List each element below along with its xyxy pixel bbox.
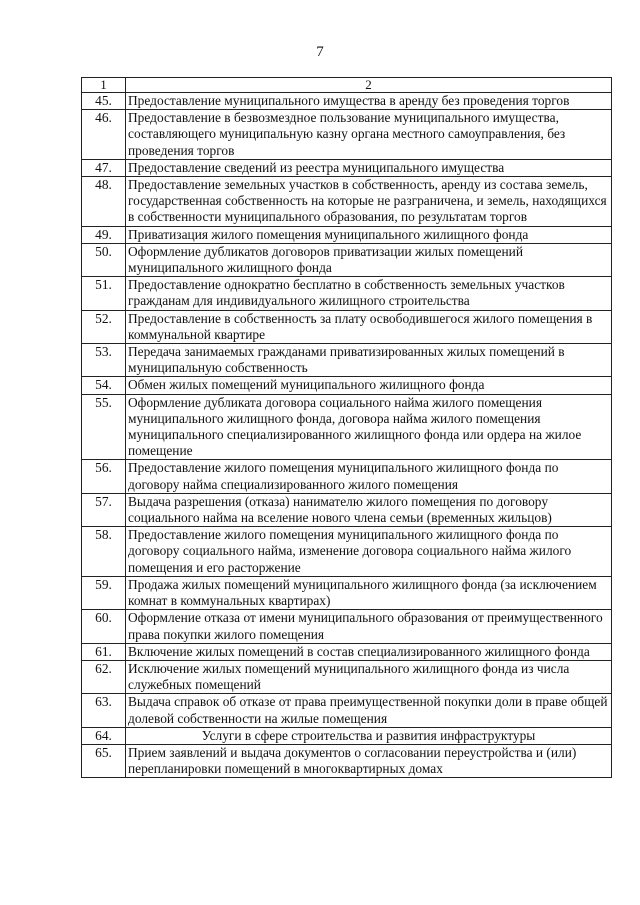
- row-number: 61.: [82, 643, 126, 660]
- row-number: 63.: [82, 694, 126, 727]
- table-section-row: [82, 727, 612, 744]
- row-number: 59.: [82, 576, 126, 609]
- table-row: [82, 610, 612, 643]
- table-row: [82, 527, 612, 577]
- table-row: [82, 243, 612, 276]
- table-row: [82, 576, 612, 609]
- row-number: 52.: [82, 310, 126, 343]
- service-description: Продажа жилых помещений муниципального жилищного фонда (за исключением комнат в коммунальных квартирах): [126, 576, 612, 609]
- table-header-row: [82, 78, 612, 93]
- row-number: 62.: [82, 660, 126, 693]
- row-number: 50.: [82, 243, 126, 276]
- service-description: Оформление дубликата договора социального найма жилого помещения муниципального жилищного фонда, договора найма жилого помещения муниципального специализированного жилищного фонда или ордера на жилое помещение: [126, 394, 612, 460]
- row-number: 49.: [82, 226, 126, 243]
- service-description: Предоставление жилого помещения муниципального жилищного фонда по договору найма специализированного жилого помещения: [126, 460, 612, 493]
- row-number: 46.: [82, 110, 126, 160]
- service-description: Предоставление сведений из реестра муниципального имущества: [126, 159, 612, 176]
- row-number: 56.: [82, 460, 126, 493]
- row-number: 47.: [82, 159, 126, 176]
- service-description: Предоставление муниципального имущества в аренду без проведения торгов: [126, 93, 612, 110]
- services-table: [81, 77, 612, 778]
- table-row: [82, 310, 612, 343]
- row-number: 45.: [82, 93, 126, 110]
- table-row: [82, 643, 612, 660]
- service-description: Обмен жилых помещений муниципального жилищного фонда: [126, 377, 612, 394]
- table-row: [82, 694, 612, 727]
- table-row: [82, 377, 612, 394]
- section-title: Услуги в сфере строительства и развития инфраструктуры: [126, 727, 612, 744]
- service-description: Передача занимаемых гражданами приватизированных жилых помещений в муниципальную собственность: [126, 344, 612, 377]
- table-row: [82, 177, 612, 227]
- column-header-number: 1: [82, 78, 126, 93]
- service-description: Прием заявлений и выдача документов о согласовании переустройства и (или) перепланировки помещений в многоквартирных домах: [126, 744, 612, 777]
- table-row: [82, 744, 612, 777]
- service-description: Оформление отказа от имени муниципального образования от преимущественного права покупки жилого помещения: [126, 610, 612, 643]
- service-description: Предоставление земельных участков в собственность, аренду из состава земель, государственная собственность на которые не разграничена, и земель, находящихся в собственности муниципального образования, по результатам торгов: [126, 177, 612, 227]
- table-row: [82, 493, 612, 526]
- row-number: 57.: [82, 493, 126, 526]
- row-number: 58.: [82, 527, 126, 577]
- service-description: Выдача справок об отказе от права преимущественной покупки доли в праве общей долевой собственности на жилые помещения: [126, 694, 612, 727]
- service-description: Предоставление в безвозмездное пользование муниципального имущества, составляющего муниципальную казну органа местного самоуправления, без проведения торгов: [126, 110, 612, 160]
- service-description: Предоставление в собственность за плату освободившегося жилого помещения в коммунальной квартире: [126, 310, 612, 343]
- table-row: [82, 277, 612, 310]
- row-number: 51.: [82, 277, 126, 310]
- service-description: Включение жилых помещений в состав специализированного жилищного фонда: [126, 643, 612, 660]
- service-description: Предоставление жилого помещения муниципального жилищного фонда по договору социального найма, изменение договора социального найма жилого помещения и его расторжение: [126, 527, 612, 577]
- table-row: [82, 93, 612, 110]
- service-description: Исключение жилых помещений муниципального жилищного фонда из числа служебных помещений: [126, 660, 612, 693]
- column-header-service: 2: [126, 78, 612, 93]
- table-row: [82, 394, 612, 460]
- table-row: [82, 660, 612, 693]
- table-row: [82, 159, 612, 176]
- row-number: 48.: [82, 177, 126, 227]
- row-number: 64.: [82, 727, 126, 744]
- table-row: [82, 460, 612, 493]
- service-description: Оформление дубликатов договоров приватизации жилых помещений муниципального жилищного фонда: [126, 243, 612, 276]
- row-number: 55.: [82, 394, 126, 460]
- service-description: Выдача разрешения (отказа) нанимателю жилого помещения по договору социального найма на вселение нового члена семьи (временных жильцов): [126, 493, 612, 526]
- row-number: 53.: [82, 344, 126, 377]
- page-number: 7: [316, 44, 324, 60]
- row-number: 54.: [82, 377, 126, 394]
- row-number: 60.: [82, 610, 126, 643]
- table-row: [82, 226, 612, 243]
- table-row: [82, 344, 612, 377]
- table-row: [82, 110, 612, 160]
- service-description: Предоставление однократно бесплатно в собственность земельных участков гражданам для индивидуального жилищного строительства: [126, 277, 612, 310]
- service-description: Приватизация жилого помещения муниципального жилищного фонда: [126, 226, 612, 243]
- row-number: 65.: [82, 744, 126, 777]
